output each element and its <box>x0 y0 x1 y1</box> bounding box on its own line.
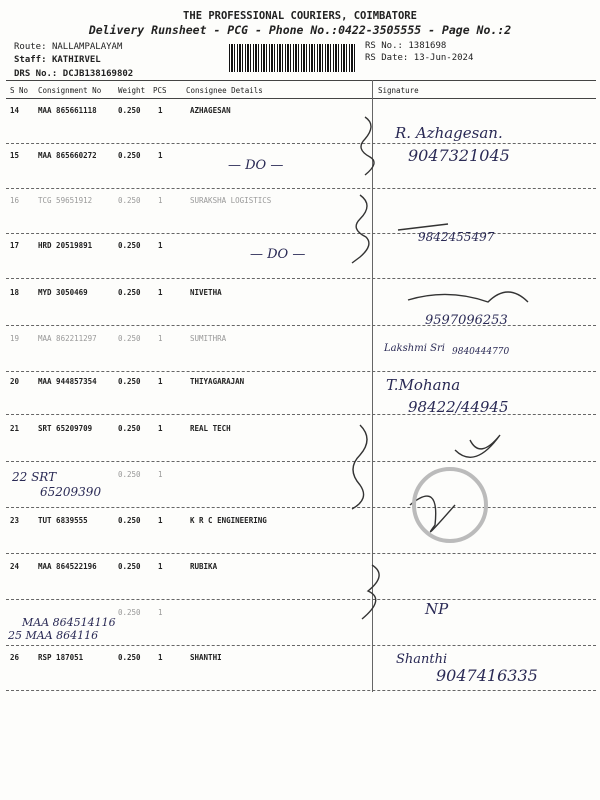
row-3-wt: 0.250 <box>118 196 141 205</box>
row-8-sno: 21 <box>10 424 20 433</box>
col-consignment: Consignment No <box>38 86 102 95</box>
row-3-cn: TCG 59651912 <box>38 196 93 205</box>
signature-19-name: Lakshmi Sri <box>384 343 445 354</box>
signature-24: NP <box>425 600 449 618</box>
brace-4 <box>362 565 379 619</box>
runsheet-subtitle: Delivery Runsheet - PCG - Phone No.:0422-3505555 - Page No.:2 <box>88 23 512 37</box>
row-2-pcs: 1 <box>158 151 163 160</box>
note-22-number: 65209390 <box>40 485 102 499</box>
row-11-name: RUBIKA <box>190 562 218 571</box>
row-12-wt: 0.250 <box>118 608 141 617</box>
row-2-cn: MAA 865660272 <box>38 151 97 160</box>
row-11-pcs: 1 <box>158 562 163 571</box>
row-4-sno: 17 <box>10 241 20 250</box>
row-1-pcs: 1 <box>158 106 163 115</box>
row-13-wt: 0.250 <box>118 653 141 662</box>
row-10-pcs: 1 <box>158 516 163 525</box>
rs-date: RS Date: 13-Jun-2024 <box>365 53 474 63</box>
signature-20-phone: 98422/44945 <box>408 398 509 416</box>
row-4-pcs: 1 <box>158 241 163 250</box>
sig-18 <box>408 292 528 302</box>
row-10-name: K R C ENGINEERING <box>190 516 267 525</box>
note-22-consignment: 22 SRT <box>12 470 57 484</box>
row-6-sno: 19 <box>10 334 20 343</box>
col-pcs: PCS <box>153 86 167 95</box>
sig-21 <box>455 435 500 457</box>
ditto-mark-2: — DO — <box>250 247 306 262</box>
row-10-wt: 0.250 <box>118 516 141 525</box>
signature-19-phone: 9840444770 <box>452 347 510 357</box>
row-4-cn: HRD 20519891 <box>38 241 93 250</box>
row-5-cn: MYD 3050469 <box>38 288 88 297</box>
row-6-pcs: 1 <box>158 334 163 343</box>
row-1-name: AZHAGESAN <box>190 106 231 115</box>
staff-line: Staff: KATHIRVEL <box>14 55 101 65</box>
col-sno: S No <box>10 86 29 95</box>
runsheet-title: THE PROFESSIONAL COURIERS, COIMBATORE <box>183 10 417 22</box>
row-8-cn: SRT 65209709 <box>38 424 93 433</box>
row-7-cn: MAA 944857354 <box>38 377 97 386</box>
brace-3 <box>352 425 367 509</box>
row-2-wt: 0.250 <box>118 151 141 160</box>
row-10-sno: 23 <box>10 516 20 525</box>
row-7-wt: 0.250 <box>118 377 141 386</box>
row-5-pcs: 1 <box>158 288 163 297</box>
signature-26-name: Shanthi <box>396 652 448 667</box>
signature-18-phone: 9597096253 <box>425 313 508 328</box>
row-13-name: SHANTHI <box>190 653 222 662</box>
office-stamp <box>414 469 486 541</box>
col-consignee: Consignee Details <box>186 86 263 95</box>
row-3-sno: 16 <box>10 196 20 205</box>
row-1-cn: MAA 865661118 <box>38 106 97 115</box>
signature-16-phone: 9842455497 <box>418 230 495 244</box>
row-5-name: NIVETHA <box>190 288 222 297</box>
col-signature: Signature <box>378 86 419 95</box>
row-12-pcs: 1 <box>158 608 163 617</box>
row-9-pcs: 1 <box>158 470 163 479</box>
row-13-pcs: 1 <box>158 653 163 662</box>
row-4-wt: 0.250 <box>118 241 141 250</box>
brace-1 <box>361 117 374 175</box>
row-6-name: SUMITHRA <box>190 334 227 343</box>
drs-line: DRS No.: DCJB138169802 <box>14 69 134 79</box>
row-1-sno: 14 <box>10 106 20 115</box>
row-7-pcs: 1 <box>158 377 163 386</box>
row-5-sno: 18 <box>10 288 20 297</box>
row-2-sno: 15 <box>10 151 20 160</box>
col-weight: Weight <box>118 86 146 95</box>
signature-14-name: R. Azhagesan. <box>395 124 503 142</box>
row-1-wt: 0.250 <box>118 106 141 115</box>
note-25-number: 25 MAA 864116 <box>8 629 99 642</box>
route-line: Route: NALLAMPALAYAM <box>14 42 123 52</box>
row-11-sno: 24 <box>10 562 20 571</box>
row-9-wt: 0.250 <box>118 470 141 479</box>
row-6-cn: MAA 862211297 <box>38 334 97 343</box>
signature-26-phone: 9047416335 <box>436 666 538 685</box>
signature-14-phone: 9047321045 <box>408 146 510 165</box>
row-11-wt: 0.250 <box>118 562 141 571</box>
rs-number: RS No.: 1381698 <box>365 41 447 51</box>
row-7-name: THIYAGARAJAN <box>190 377 245 386</box>
row-7-sno: 20 <box>10 377 20 386</box>
signature-20-name: T.Mohana <box>386 376 461 394</box>
row-8-pcs: 1 <box>158 424 163 433</box>
row-5-wt: 0.250 <box>118 288 141 297</box>
row-13-cn: RSP 187051 <box>38 653 84 662</box>
row-6-wt: 0.250 <box>118 334 141 343</box>
row-3-name: SURAKSHA LOGISTICS <box>190 196 272 205</box>
row-10-cn: TUT 6839555 <box>38 516 88 525</box>
row-8-name: REAL TECH <box>190 424 231 433</box>
row-11-cn: MAA 864522196 <box>38 562 97 571</box>
row-3-pcs: 1 <box>158 196 163 205</box>
ditto-mark-1: — DO — <box>228 158 284 173</box>
note-25-consignment: MAA 864514116 <box>22 616 116 629</box>
brace-2 <box>352 195 369 263</box>
row-8-wt: 0.250 <box>118 424 141 433</box>
row-13-sno: 26 <box>10 653 20 662</box>
